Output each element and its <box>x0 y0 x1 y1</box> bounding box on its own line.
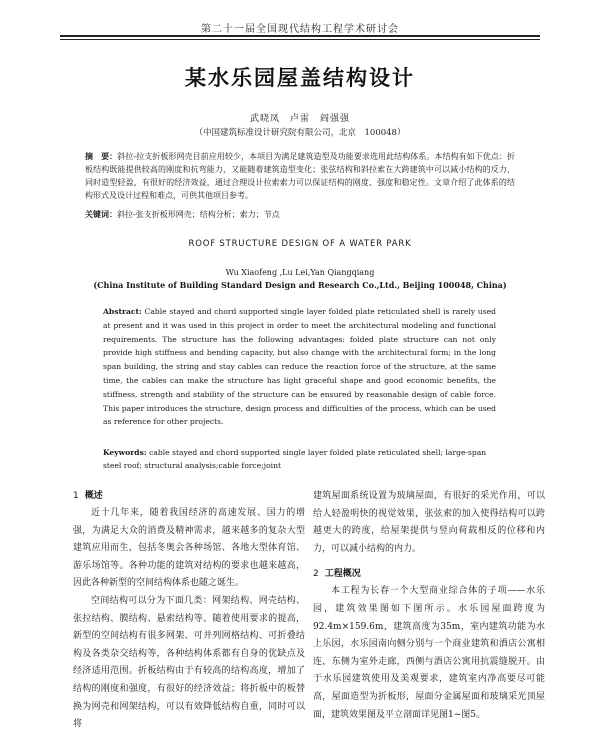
abstract-en-text: Cable stayed and chord supported single layer folded plate reticulated shell is rarely used at present and it was used in this project in order to meet the architectural modeling and functional requirements. The structure has the following advantages: folded plate structure can not only provide high stiffness and bending capacity, but also change with the architectural form; in the long span building, the string and stay cables can reduce the reaction force of the structure, at the same time, the cables can make the structure has light graceful shape and good economic benefits, the stiffness, strength and stability of the structure can be ensured by reasonable design of cable force. This paper introduces the structure, design process and difficulties of the process, which can be used as reference for other projects. <box>103 307 496 427</box>
section-2-title: 工程概况 <box>324 569 361 580</box>
keywords-en-label: Keywords: <box>103 448 147 457</box>
section-2-number: 2 <box>313 569 319 580</box>
abstract-en-label: Abstract: <box>103 307 142 316</box>
keywords-en-text: cable stayed and chord supported single layer folded plate reticulated shell; large-span steel roof; structural analysis;cable force;joint <box>103 448 487 470</box>
affiliation-en: (China Institute of Building Standard Design and Research Co.,Ltd., Beijing 100048, China) <box>93 280 507 290</box>
paper-title-en: ROOF STRUCTURE DESIGN OF A WATER PARK <box>188 239 412 249</box>
abstract-cn <box>85 150 515 202</box>
abstract-cn-label: 摘 要： <box>85 151 118 161</box>
header-rule <box>60 35 540 37</box>
affiliation-cn: （中国建筑标准设计研究院有限公司，北京 100048） <box>194 128 406 138</box>
abstract-en <box>103 305 496 429</box>
section-2-heading <box>313 566 545 583</box>
section-1-number: 1 <box>73 491 79 501</box>
authors-en: Wu Xiaofeng ,Lu Lei,Yan Qiangqiang <box>225 268 375 277</box>
abstract-cn-text: 斜拉-拉支折板形网壳目前应用较少，本项目为满足建筑造型及功能要求选用此结构体系。本结构有如下优点：折板结构既能提供较高的刚度和抗弯能力，又能随着建筑造型变化；张弦结构和斜拉索在大跨建筑中可以减小结构的反力，同时造型轻盈，有很好的经济效益，通过合理设计拉索索力可以保证结构的刚度、强度和稳定性。文章介绍了此体系的结构形式及设计过程和难点，可供其他项目参考。 <box>85 152 515 200</box>
running-header: 第二十一届全国现代结构工程学术研讨会 <box>201 24 399 35</box>
body-column-right <box>313 488 545 724</box>
section-1-title: 概述 <box>84 491 103 501</box>
header-rule-thin <box>60 39 540 40</box>
section-1-paragraph-2-continued: 建筑屋面系统设置为玻璃屋面，有很好的采光作用，可以给人轻盈明快的视觉效果，张弦索的加入使得结构可以跨越更大的跨度，给屋架提供与竖向荷载相反的位移和内力，可以减小结构的内力。 <box>313 491 545 554</box>
keywords-en <box>103 446 496 472</box>
keywords-cn-label: 关键词： <box>85 209 117 219</box>
keywords-cn <box>85 208 515 221</box>
section-2-paragraph-1: 本工程为长春一个大型商业综合体的子项——水乐园，建筑效果图如下图所示。水乐园屋面跨度为92.4m×159.6m，建筑高度为35m，室内建筑功能为水上乐园，水乐园南向侧分别与一个商业建筑和酒店公寓相连，东侧为室外走廊，西侧与酒店公寓用抗震缝脱开。由于水乐园建筑使用及美观要求，建筑室内净高要尽可能高，屋面造型为折板形，屋面分金属屋面和玻璃采光顶屋面，建筑效果图及平立剖面详见图1~图5。 <box>313 586 545 720</box>
keywords-cn-text: 斜拉-张支折板形网壳；结构分析；索力；节点 <box>117 210 280 219</box>
section-1-paragraph-2: 空间结构可以分为下面几类：网架结构、网壳结构、张拉结构、膜结构、悬索结构等。随着使用要求的提高，新型的空间结构有很多网架、可并列网格结构、可折叠结构及各类杂交结构等，各种结构体系都有自身的优缺点及经济适用范围。折板结构由于有较高的结构高度，增加了结构的刚度和强度，有很好的经济效益；将折板中的板替换为网壳和网架结构，可以有效降低结构自重，同时可以将 <box>73 595 305 730</box>
section-gap <box>313 558 545 566</box>
body-column-left <box>73 488 305 734</box>
authors-cn: 武晓凤 卢雷 阎强强 <box>249 114 350 124</box>
section-1-paragraph-1: 近十几年来，随着我国经济的高速发展、国力的增强，为满足大众的消费及精神需求，越来越多的复杂大型建筑应用而生，包括冬奥会各种场馆、各地大型体育馆、游乐场馆等。各种功能的建筑对结构的要求也越来越高，因此各种新型的空间结构体系也随之诞生。 <box>73 508 305 589</box>
section-1-heading <box>73 488 305 505</box>
paper-title-cn: 某水乐园屋盖结构设计 <box>185 66 415 90</box>
